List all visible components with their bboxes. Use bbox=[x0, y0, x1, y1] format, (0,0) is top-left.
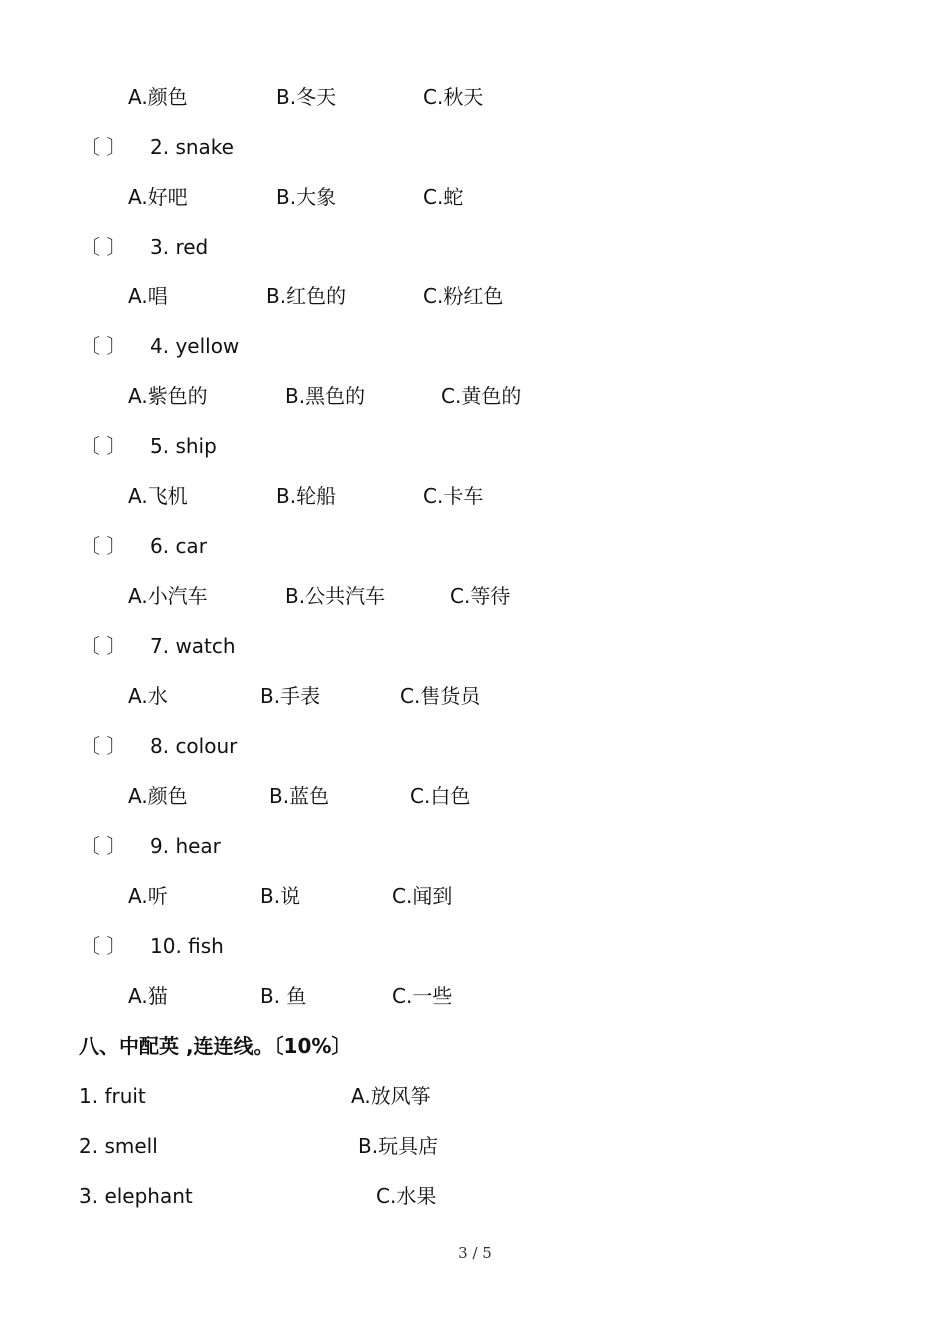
option-a: A.紫色的 bbox=[128, 384, 208, 408]
option-b: B.冬天 bbox=[276, 85, 337, 109]
option-a: A.猫 bbox=[128, 984, 168, 1008]
question-text: 10. fish bbox=[150, 934, 224, 958]
answer-bracket[interactable]: 〔 〕 bbox=[80, 135, 127, 159]
question-text: 2. snake bbox=[150, 135, 234, 159]
option-b: B.蓝色 bbox=[269, 784, 330, 808]
question-text: 6. car bbox=[150, 534, 207, 558]
question-text: 5. ship bbox=[150, 434, 217, 458]
option-b: B.大象 bbox=[276, 185, 337, 209]
answer-bracket[interactable]: 〔 〕 bbox=[80, 534, 127, 558]
option-a: A.唱 bbox=[128, 284, 168, 308]
option-b: B.说 bbox=[260, 884, 301, 908]
option-a: A.小汽车 bbox=[128, 584, 208, 608]
question-text: 8. colour bbox=[150, 734, 238, 758]
option-b: B.手表 bbox=[260, 684, 321, 708]
option-c: C.秋天 bbox=[423, 85, 484, 109]
page-number: 3 / 5 bbox=[458, 1244, 492, 1262]
option-c: C.等待 bbox=[450, 584, 511, 608]
question-text: 4. yellow bbox=[150, 334, 240, 358]
option-a: A.颜色 bbox=[128, 85, 188, 109]
option-a: A.水 bbox=[128, 684, 168, 708]
option-b: B.黑色的 bbox=[285, 384, 366, 408]
match-right-item[interactable]: A.放风筝 bbox=[351, 1084, 431, 1108]
option-a: A.飞机 bbox=[128, 484, 188, 508]
match-right-item[interactable]: C.水果 bbox=[376, 1184, 437, 1208]
answer-bracket[interactable]: 〔 〕 bbox=[80, 434, 127, 458]
match-left-item[interactable]: 2. smell bbox=[79, 1134, 158, 1158]
option-a: A.听 bbox=[128, 884, 168, 908]
question-text: 9. hear bbox=[150, 834, 221, 858]
question-text: 3. red bbox=[150, 235, 209, 259]
question-text: 7. watch bbox=[150, 634, 236, 658]
option-c: C.卡车 bbox=[423, 484, 484, 508]
option-c: C.粉红色 bbox=[423, 284, 504, 308]
match-left-item[interactable]: 1. fruit bbox=[79, 1084, 146, 1108]
answer-bracket[interactable]: 〔 〕 bbox=[80, 334, 127, 358]
match-right-item[interactable]: B.玩具店 bbox=[358, 1134, 439, 1158]
option-c: C.蛇 bbox=[423, 185, 464, 209]
option-b: B.红色的 bbox=[266, 284, 347, 308]
option-c: C.闻到 bbox=[392, 884, 453, 908]
section-heading-text: 八、中配英 ,连连线。〔10%〕 bbox=[79, 1034, 352, 1058]
option-a: A.好吧 bbox=[128, 185, 188, 209]
answer-bracket[interactable]: 〔 〕 bbox=[80, 235, 127, 259]
option-b: B.公共汽车 bbox=[285, 584, 386, 608]
option-c: C.黄色的 bbox=[441, 384, 522, 408]
answer-bracket[interactable]: 〔 〕 bbox=[80, 834, 127, 858]
option-a: A.颜色 bbox=[128, 784, 188, 808]
option-c: C.一些 bbox=[392, 984, 453, 1008]
option-b: B. 鱼 bbox=[260, 984, 307, 1008]
option-b: B.轮船 bbox=[276, 484, 337, 508]
answer-bracket[interactable]: 〔 〕 bbox=[80, 634, 127, 658]
match-left-item[interactable]: 3. elephant bbox=[79, 1184, 193, 1208]
option-c: C.售货员 bbox=[400, 684, 481, 708]
answer-bracket[interactable]: 〔 〕 bbox=[80, 734, 127, 758]
answer-bracket[interactable]: 〔 〕 bbox=[80, 934, 127, 958]
option-c: C.白色 bbox=[410, 784, 471, 808]
